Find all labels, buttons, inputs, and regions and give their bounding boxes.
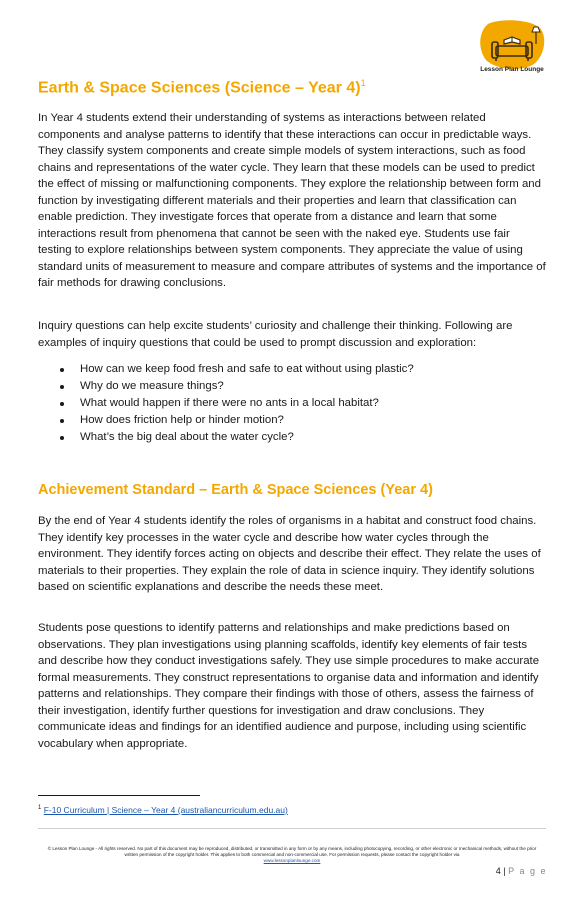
inquiry-intro-paragraph: Inquiry questions can help excite students’ curiosity and challenge their thinking. Following are examples of inquiry questions that could be used to prompt discussion and exploration:: [38, 320, 513, 349]
bullet-icon: [60, 402, 64, 406]
bullet-icon: [60, 419, 64, 423]
list-item: [38, 429, 538, 446]
bullet-icon: [60, 436, 64, 440]
lesson-plan-lounge-logo: [478, 20, 546, 72]
footnote: [38, 805, 288, 815]
question-text: How does friction help or hinder motion?: [80, 414, 284, 426]
list-item: [38, 361, 538, 378]
page-number-value: 4: [495, 866, 501, 876]
achievement-paragraph: By the end of Year 4 students identify the roles of organisms in a habitat and construct food chains. They identify key processes in the water cycle and describe how water cycles through the environment. They identify forces acting on objects and describe their effect. They relate the uses of materials to their properties. They explain the role of data in science inquiry. They identify solutions based on scientific explanations and describe the needs these meet.: [38, 515, 541, 593]
copyright-text: © Lesson Plan Lounge - All rights reserved. No part of this document may be reproduced, distributed, or transmitted in any form or by any means, including photocopying, recording, or other electronic or mechanical methods, without the prior written permission of the copyright holder. This applies to both commercial and non-commercial use. For permission requests, please contact the copyright holder via: [47, 846, 537, 858]
footer-divider: [38, 828, 546, 829]
title-footnote-ref[interactable]: 1: [360, 78, 366, 88]
bullet-icon: [60, 368, 64, 372]
question-text: What’s the big deal about the water cycle?: [80, 431, 294, 443]
logo-caption: Lesson Plan Lounge: [480, 66, 544, 73]
website-link[interactable]: www.lessonplanlounge.com: [263, 858, 321, 864]
achievement-heading: Achievement Standard – Earth & Space Sciences (Year 4): [38, 482, 433, 498]
page-title: [38, 78, 366, 97]
bullet-icon: [60, 385, 64, 389]
question-text: How can we keep food fresh and safe to eat without using plastic?: [80, 363, 414, 375]
footnote-link[interactable]: F-10 Curriculum | Science – Year 4 (australiancurriculum.edu.au): [43, 805, 288, 815]
list-item: [38, 378, 538, 395]
list-item: [38, 412, 538, 429]
page-number: 4 | P a g e: [495, 866, 547, 876]
question-text: What would happen if there were no ants in a local habitat?: [80, 397, 379, 409]
list-item: [38, 395, 538, 412]
page-label: P a g e: [508, 866, 547, 876]
question-text: Why do we measure things?: [80, 380, 224, 392]
footnote-divider: [38, 795, 200, 796]
inquiry-question-list: [38, 361, 538, 446]
title-text: Earth & Space Sciences (Science – Year 4): [38, 79, 361, 97]
footnote-number: 1: [38, 805, 42, 812]
copyright-notice: [42, 846, 542, 865]
achievement-paragraph: Students pose questions to identify patterns and relationships and make predictions based on observations. They plan investigations using planning scaffolds, identify key elements of fair tests and describe how they conduct investigations safely. They use simple procedures to make accurate formal measurements. They construct representations to organise data and information and identify patterns and relationships. They compare their findings with those of others, assess the fairness of their investigation, identify further questions for investigation and draw conclusions. They communicate ideas and findings for an identified audience and purpose, including using scientific vocabulary when appropriate.: [38, 622, 540, 750]
intro-paragraph: In Year 4 students extend their understanding of systems as interactions between related components and analyse patterns to identify that these interactions can occur in predictable ways. They classify system components and create simple models of system interactions, such as food chains and representations of the water cycle. They learn that these models can be used to predict the effect of missing or malfunctioning components. They explore the relationship between form and function by investigating different materials and their properties and learn that classification can enable prediction. They investigate forces that operate from a distance and learn that some interactions result from phenomena that cannot be seen with the naked eye. Students use fair testing to explore relationships between system components. They appreciate the value of using standard units of measurement to measure and compare attributes of systems and the importance of fair methods for drawing conclusions.: [38, 112, 546, 289]
